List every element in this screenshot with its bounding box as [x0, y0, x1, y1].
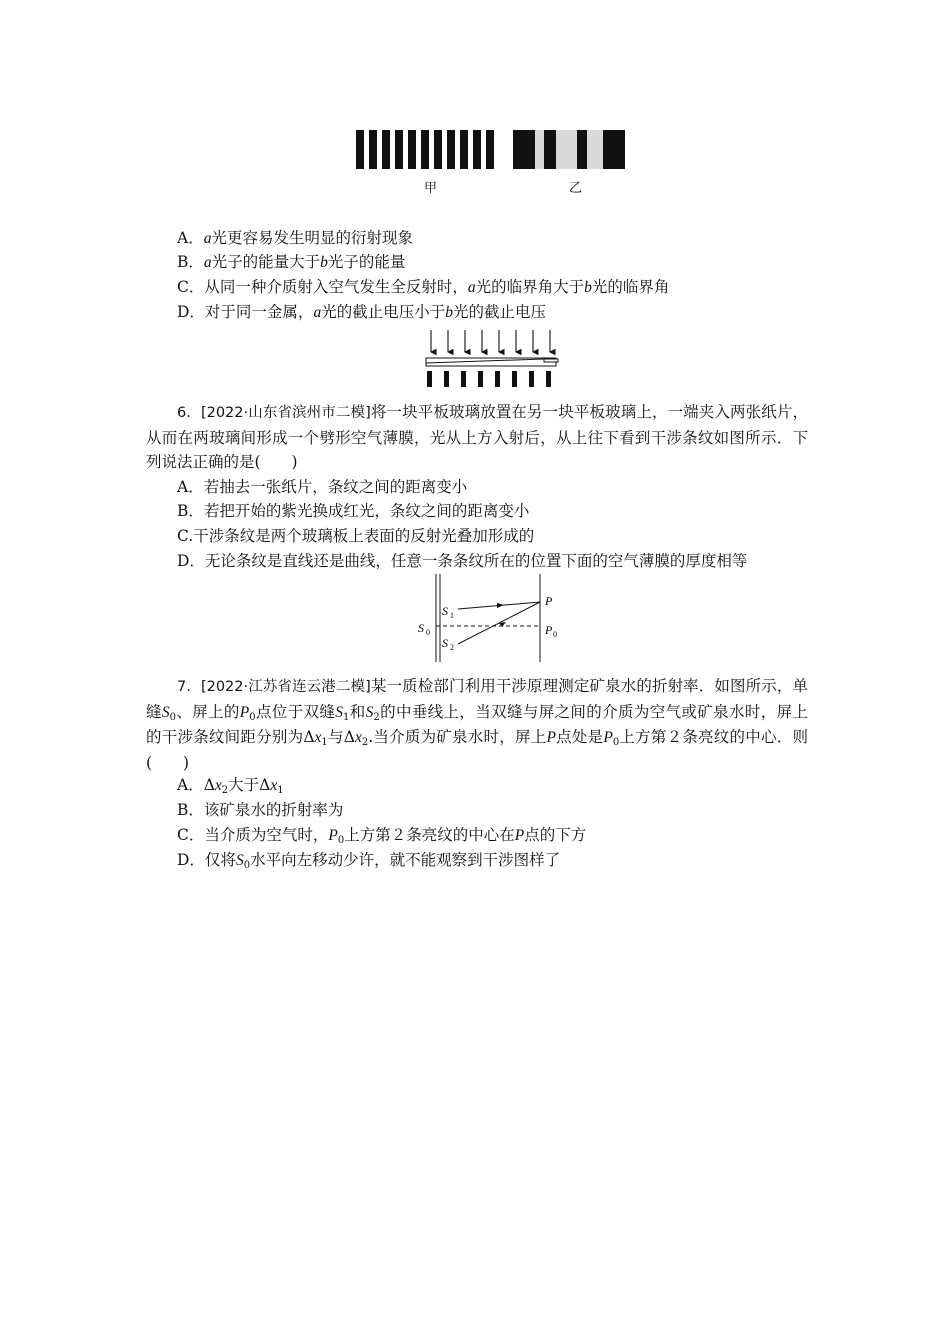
double-slit-diagram — [418, 574, 568, 666]
label-yi: 乙 — [569, 181, 583, 196]
q7-option-d: D．仅将$S_0$水平向左移动少许，就不能观察到干涉图样了 — [177, 851, 561, 871]
svg-text:0: 0 — [553, 630, 557, 639]
svg-text:2: 2 — [450, 643, 454, 652]
label-s1: S — [442, 604, 448, 618]
q5-option-a: A．a光更容易发生明显的衍射现象 — [177, 229, 413, 247]
q5-option-c: C．从同一种介质射入空气发生全反射时，a光的临界角大于b光的临界角 — [177, 278, 670, 296]
label-jia: 甲 — [424, 181, 438, 196]
q7-option-b: B．该矿泉水的折射率为 — [177, 801, 344, 819]
label-s0: S — [418, 621, 424, 635]
q6-option-b: B．若把开始的紫光换成红光，条纹之间的距离变小 — [177, 502, 530, 520]
svg-text:1: 1 — [450, 611, 454, 620]
fringe-yi — [513, 130, 625, 169]
q6-stem: 6．[2022·山东省滨州市二模]将一块平板玻璃放置在另一块平板玻璃上，一端夹入两张纸片，从而在两玻璃间形成一个劈形空气薄膜，光从上方入射后，从上往下看到干涉条纹如图所示．下列说法正确的是( ) — [146, 403, 808, 471]
q7-option-a: A．$\Delta x_2$大于$\Delta x_1$ — [177, 776, 284, 796]
label-p0: P — [545, 623, 553, 637]
q7-option-c: C．当介质为空气时，$P_0$上方第２条亮纹的中心在P点的下方 — [177, 826, 587, 846]
fringe-pattern-figure — [356, 130, 636, 172]
label-s2: S — [442, 636, 448, 650]
air-wedge-figure — [422, 328, 562, 390]
q5-option-d: D．对于同一金属，a光的截止电压小于b光的截止电压 — [177, 303, 546, 321]
fringe-jia — [356, 130, 494, 169]
label-p: P — [545, 594, 553, 608]
q7-stem: 7．[2022·江苏省连云港二模]某一质检部门利用干涉原理测定矿泉水的折射率．如图所示，单缝$S_0$、屏上的$P_0$点位于双缝$S_1$和$S_2$的中垂线上，当双缝与屏之间的介质为空气或矿泉水时，屏上的干涉条纹间距分别为$\Delta x_1$与$\Delta x_2$.当介质为矿泉水时，屏上P点处是$P_0$上方第２条亮纹的中心．则( ) — [146, 677, 808, 772]
svg-text:0: 0 — [426, 628, 430, 637]
q5-option-b: B．a光子的能量大于b光子的能量 — [177, 253, 406, 271]
q6-option-c: C.干涉条纹是两个玻璃板上表面的反射光叠加形成的 — [177, 527, 535, 545]
q6-option-a: A．若抽去一张纸片，条纹之间的距离变小 — [177, 478, 468, 496]
q6-option-d: D．无论条纹是直线还是曲线，任意一条条纹所在的位置下面的空气薄膜的厚度相等 — [177, 552, 748, 570]
